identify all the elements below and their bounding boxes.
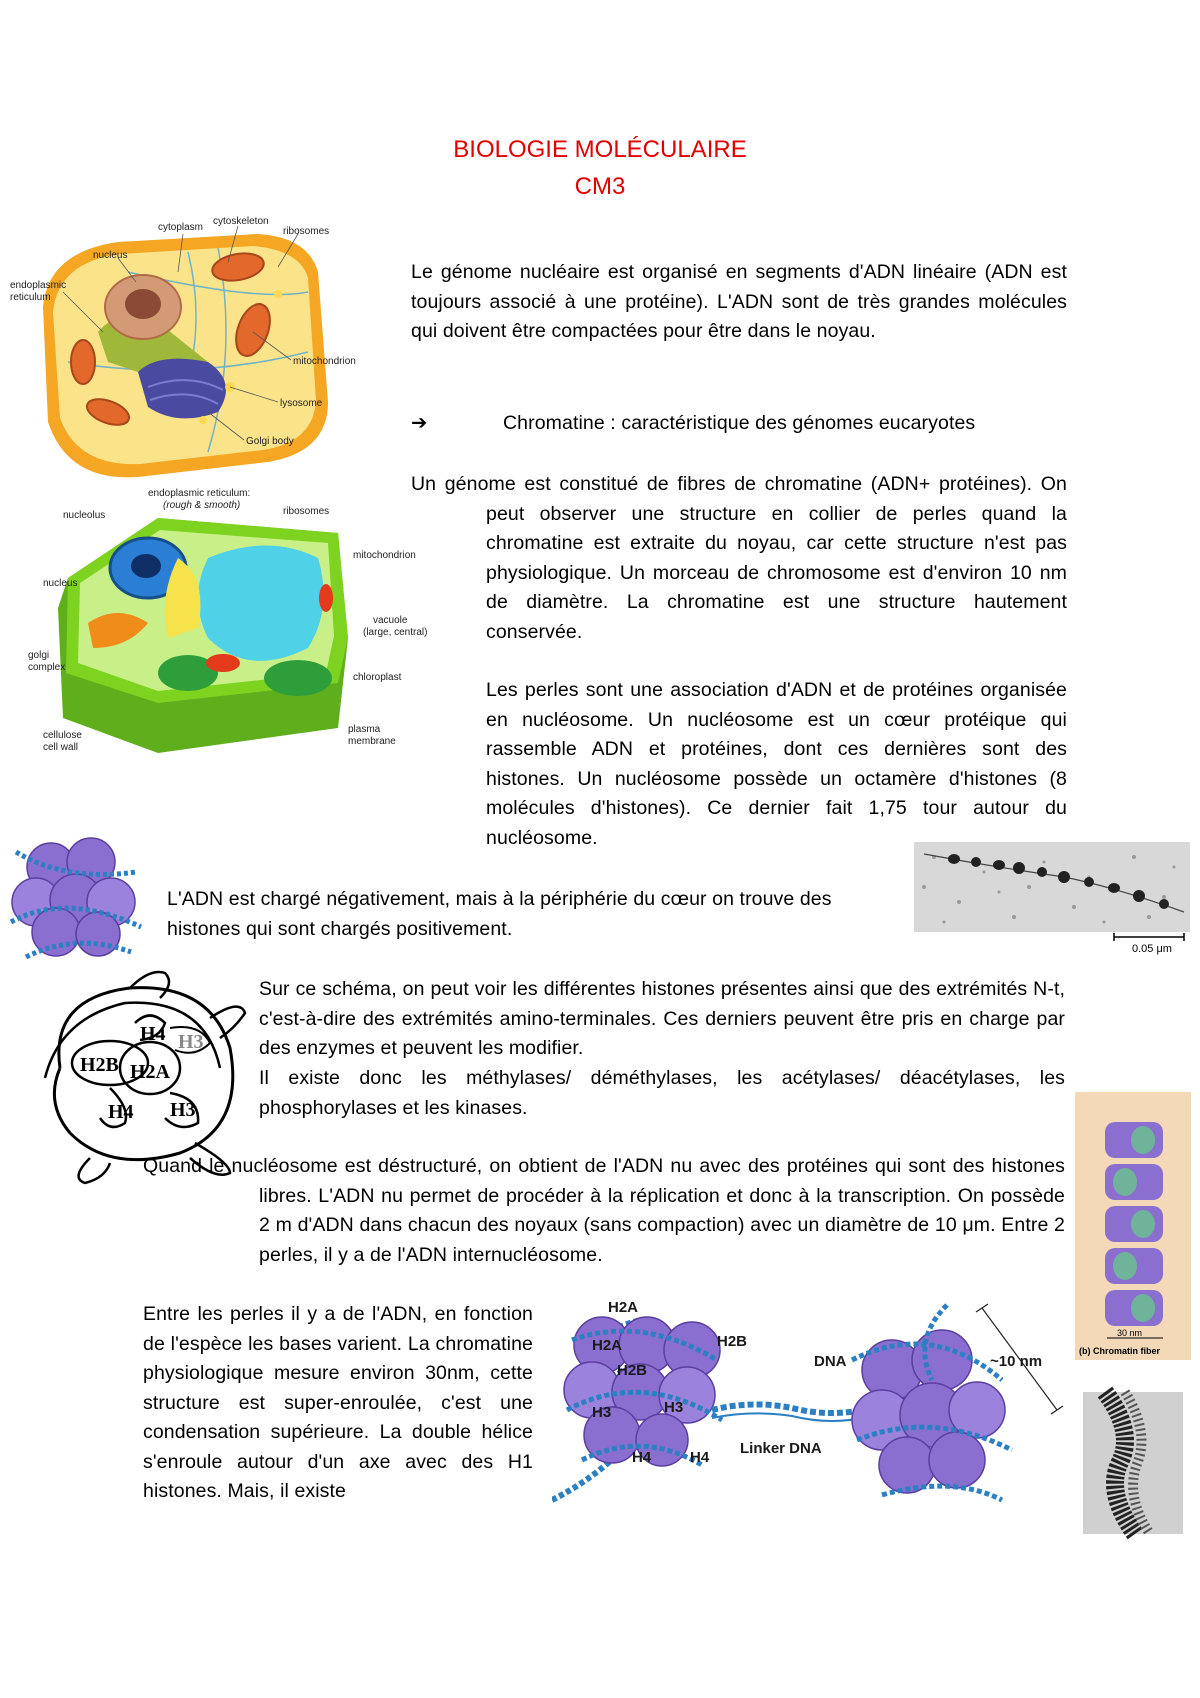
- paragraph-30nm: Entre les perles il y a de l'ADN, en fonction de l'espèce les bases varient. La chromatine physiologique mesure environ 30nm, cette structure est super-enroulée, c'est une condensation supérieure. La double hélice s'enroule autour d'un axe avec des H1 histones. Mais, il existe: [143, 1303, 533, 1502]
- label-h2a-top: H2A: [608, 1300, 639, 1316]
- plant-wall-label-1: cellulose: [43, 730, 82, 741]
- plant-membrane-label-1: plasma: [348, 724, 381, 735]
- paragraph-intro: Le génome nucléaire est organisé en segments d'ADN linéaire (ADN est toujours associé à une protéine). L'ADN sont de très grandes molécules qui doivent être compactées pour être dans le noyau.: [411, 261, 1067, 342]
- nucleosome-pair-figure: [552, 1300, 1068, 1510]
- sketch-label-h4: H4: [140, 1023, 166, 1045]
- animal-nucleus-label: nucleus: [93, 250, 128, 261]
- plant-golgi-label-1: golgi: [28, 650, 50, 661]
- paragraph-destructure: Quand le nucléosome est déstructuré, on obtient de l'ADN nu avec des protéines qui sont des histones libres. L'ADN nu permet de procéder à la réplication et donc à la transcription. On possède 2 m d'ADN dans chacun des noyaux (sans compaction) avec un diamètre de 10 μm. Entre 2 perles, il y a de l'ADN internucléosome.: [143, 1155, 1065, 1266]
- micrograph-figure: [914, 842, 1190, 956]
- plant-vacuole-label-2: (large, central): [363, 627, 428, 638]
- micrograph-scale-label: 0.05 μm: [1132, 943, 1172, 955]
- label-h3: H3: [592, 1404, 612, 1421]
- plant-cell-figure: [8, 488, 428, 768]
- animal-mitochondrion-label: mitochondrion: [293, 356, 356, 367]
- sketch-label-h3: H3: [170, 1099, 196, 1121]
- plant-er-label-1: endoplasmic reticulum:: [148, 488, 251, 499]
- label-linker-dna: Linker DNA: [740, 1440, 822, 1457]
- paragraph-charge: L'ADN est chargé négativement, mais à la périphérie du cœur on trouve des histones qui sont chargés positivement.: [167, 888, 832, 940]
- label-dna: DNA: [814, 1353, 847, 1370]
- page-subtitle: CM3: [574, 173, 626, 200]
- heading-chromatine: Chromatine : caractéristique des génomes eucaryotes: [503, 412, 976, 434]
- paragraph-enzymes: Il existe donc les méthylases/ déméthylases, les acétylases/ déacétylases, les phosphorylases et les kinases.: [259, 1067, 1065, 1119]
- plant-golgi-label-2: complex: [28, 662, 66, 673]
- animal-er-label-1: endoplasmic: [10, 280, 67, 291]
- sketch-label-h3-upper: H3: [178, 1031, 204, 1053]
- sketch-label-h2a: H2A: [130, 1061, 170, 1083]
- sketch-label-h2b: H2B: [80, 1054, 119, 1076]
- animal-cytoskeleton-label: cytoskeleton: [213, 216, 269, 227]
- label-h4: H4: [632, 1449, 652, 1466]
- plant-membrane-label-2: membrane: [348, 736, 396, 747]
- animal-cytoplasm-label: cytoplasm: [158, 222, 204, 233]
- arrow-icon: ➔: [411, 412, 428, 434]
- label-h2b: H2B: [617, 1362, 648, 1379]
- plant-mitochondrion-label: mitochondrion: [353, 550, 416, 561]
- paragraph-schema: Sur ce schéma, on peut voir les différentes histones présentes ainsi que des extrémités N-t, c'est-à-dire des extrémités amino-terminales. Ces derniers peuvent être pris en charge par des enzymes et peuvent les modifier.: [259, 978, 1065, 1059]
- animal-cell-figure: [8, 212, 368, 484]
- animal-golgi-label: Golgi body: [246, 436, 294, 447]
- paragraph-genome: Un génome est constitué de fibres de chromatine (ADN+ protéines). On peut observer une structure en collier de perles quand la chromatine est extraite du noyau, car cette structure n'est pas physiologique. Un morceau de chromosome est d'environ 10 nm de diamètre. La chromatine est une structure hautement conservée.: [411, 473, 1067, 643]
- chromatin-fiber-figure: [1075, 1092, 1191, 1540]
- page-title: BIOLOGIE MOLÉCULAIRE: [453, 136, 747, 163]
- plant-wall-label-2: cell wall: [43, 742, 79, 753]
- sketch-label-h4-lower: H4: [108, 1101, 134, 1123]
- label-h4-right: H4: [690, 1449, 710, 1466]
- plant-chloroplast-label: chloroplast: [353, 672, 402, 683]
- paragraph-perles: Les perles sont une association d'ADN et de protéines organisée en nucléosome. Un nucléosome est un cœur protéique qui rassemble ADN et protéines, dont ces dernières sont des histones. Un nucléosome possède un octamère d'histones (8 molécules d'histones). Ce dernier fait 1,75 tour autour du nucléosome.: [486, 679, 1067, 849]
- label-h2a: H2A: [592, 1337, 623, 1354]
- plant-er-label-2: (rough & smooth): [163, 500, 241, 511]
- label-h3-center: H3: [664, 1399, 684, 1416]
- fiber-caption: (b) Chromatin fiber: [1079, 1346, 1160, 1356]
- plant-vacuole-label-1: vacuole: [373, 615, 408, 626]
- animal-ribosomes-label: ribosomes: [283, 226, 330, 237]
- fiber-size-label: 30 nm: [1117, 1328, 1143, 1338]
- label-h2b-right: H2B: [717, 1333, 748, 1350]
- plant-nucleolus-label: nucleolus: [63, 510, 106, 521]
- label-size-10nm: ~10 nm: [990, 1353, 1043, 1370]
- plant-nucleus-label: nucleus: [43, 578, 78, 589]
- animal-lysosome-label: lysosome: [280, 398, 323, 409]
- plant-ribosomes-label: ribosomes: [283, 506, 330, 517]
- nucleosome-ball-figure: [6, 832, 146, 964]
- animal-er-label-2: reticulum: [10, 292, 51, 303]
